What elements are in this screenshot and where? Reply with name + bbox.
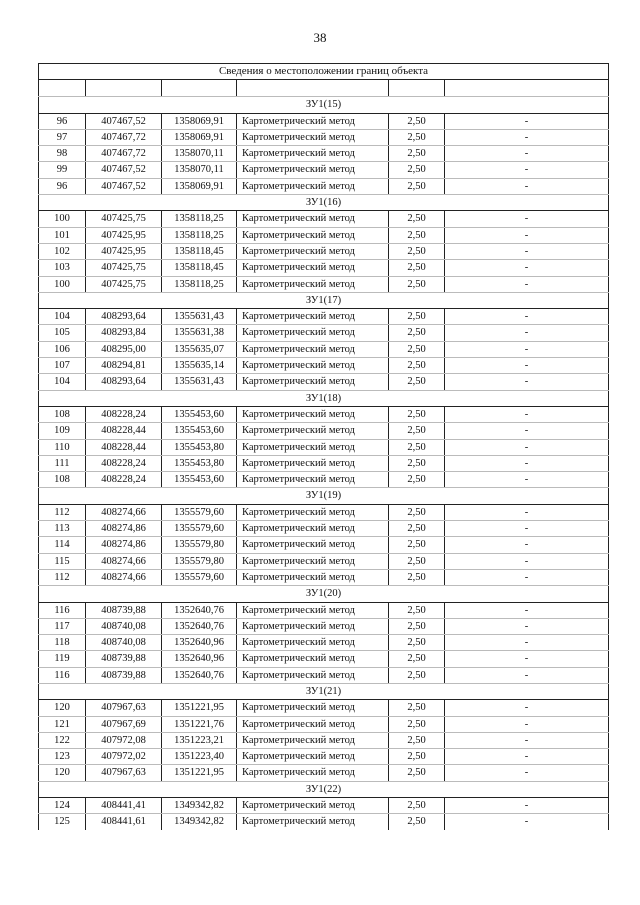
table-row: [39, 455, 609, 471]
point-number-cell: 106: [39, 341, 86, 357]
method-cell: Картометрический метод: [237, 309, 389, 325]
method-cell: Картометрический метод: [237, 439, 389, 455]
x-coordinate-cell: 407425,95: [86, 243, 162, 259]
method-cell: Картометрический метод: [237, 765, 389, 781]
description-cell: -: [445, 439, 609, 455]
parcel-group-row: [39, 586, 609, 602]
parcel-group-row: [39, 781, 609, 797]
method-cell: Картометрический метод: [237, 129, 389, 145]
point-number-cell: 124: [39, 798, 86, 814]
point-number-cell: 104: [39, 374, 86, 390]
accuracy-cell: 2,50: [389, 814, 445, 830]
y-coordinate-cell: 1355631,43: [162, 374, 237, 390]
point-number-cell: 110: [39, 439, 86, 455]
accuracy-cell: 2,50: [389, 162, 445, 178]
x-coordinate-cell: 407425,95: [86, 227, 162, 243]
x-coordinate-cell: 408228,24: [86, 472, 162, 488]
accuracy-cell: 2,50: [389, 472, 445, 488]
table-row: [39, 521, 609, 537]
y-coordinate-cell: 1355453,80: [162, 439, 237, 455]
description-cell: -: [445, 406, 609, 422]
y-coordinate-cell: 1358070,11: [162, 146, 237, 162]
description-cell: -: [445, 146, 609, 162]
accuracy-cell: 2,50: [389, 455, 445, 471]
parcel-group-row: [39, 292, 609, 308]
method-cell: Картометрический метод: [237, 260, 389, 276]
parcel-group-row: [39, 97, 609, 113]
point-number-cell: 116: [39, 602, 86, 618]
method-cell: Картометрический метод: [237, 814, 389, 830]
accuracy-cell: 2,50: [389, 537, 445, 553]
table-row: [39, 276, 609, 292]
table-row: [39, 700, 609, 716]
point-number-cell: 107: [39, 358, 86, 374]
description-cell: -: [445, 178, 609, 194]
y-coordinate-cell: 1355579,80: [162, 537, 237, 553]
description-cell: -: [445, 374, 609, 390]
point-number-cell: 104: [39, 309, 86, 325]
point-number-cell: 96: [39, 113, 86, 129]
y-coordinate-cell: 1358118,45: [162, 260, 237, 276]
accuracy-cell: 2,50: [389, 749, 445, 765]
description-cell: -: [445, 602, 609, 618]
x-coordinate-cell: 407967,63: [86, 765, 162, 781]
accuracy-cell: 2,50: [389, 406, 445, 422]
x-coordinate-cell: 408293,84: [86, 325, 162, 341]
method-cell: Картометрический метод: [237, 276, 389, 292]
point-number-cell: 117: [39, 618, 86, 634]
y-coordinate-cell: 1355453,60: [162, 423, 237, 439]
x-coordinate-cell: 407972,08: [86, 732, 162, 748]
parcel-group-label: ЗУ1(20): [39, 586, 609, 602]
x-coordinate-cell: 408274,66: [86, 569, 162, 585]
parcel-group-label: ЗУ1(18): [39, 390, 609, 406]
table-row: [39, 113, 609, 129]
table-row: [39, 749, 609, 765]
x-coordinate-cell: 408739,88: [86, 667, 162, 683]
y-coordinate-cell: 1351221,76: [162, 716, 237, 732]
y-coordinate-cell: 1358118,25: [162, 211, 237, 227]
y-coordinate-cell: 1352640,76: [162, 618, 237, 634]
table-row: [39, 814, 609, 830]
header-cell: [39, 80, 86, 97]
point-number-cell: 112: [39, 504, 86, 520]
point-number-cell: 118: [39, 635, 86, 651]
point-number-cell: 113: [39, 521, 86, 537]
point-number-cell: 120: [39, 700, 86, 716]
x-coordinate-cell: 407967,69: [86, 716, 162, 732]
point-number-cell: 115: [39, 553, 86, 569]
description-cell: -: [445, 732, 609, 748]
point-number-cell: 123: [39, 749, 86, 765]
description-cell: -: [445, 260, 609, 276]
method-cell: Картометрический метод: [237, 374, 389, 390]
table-row: [39, 569, 609, 585]
point-number-cell: 101: [39, 227, 86, 243]
accuracy-cell: 2,50: [389, 504, 445, 520]
method-cell: Картометрический метод: [237, 521, 389, 537]
accuracy-cell: 2,50: [389, 178, 445, 194]
x-coordinate-cell: 407425,75: [86, 260, 162, 276]
method-cell: Картометрический метод: [237, 113, 389, 129]
x-coordinate-cell: 408441,41: [86, 798, 162, 814]
method-cell: Картометрический метод: [237, 406, 389, 422]
x-coordinate-cell: 407467,72: [86, 146, 162, 162]
method-cell: Картометрический метод: [237, 243, 389, 259]
table-row: [39, 374, 609, 390]
method-cell: Картометрический метод: [237, 455, 389, 471]
parcel-group-row: [39, 390, 609, 406]
x-coordinate-cell: 407972,02: [86, 749, 162, 765]
method-cell: Картометрический метод: [237, 325, 389, 341]
description-cell: -: [445, 243, 609, 259]
x-coordinate-cell: 407467,52: [86, 162, 162, 178]
x-coordinate-cell: 408294,81: [86, 358, 162, 374]
boundary-coordinates-table: [38, 63, 609, 830]
table-row: [39, 798, 609, 814]
table-header-blank-row: [39, 80, 609, 97]
x-coordinate-cell: 408274,66: [86, 553, 162, 569]
y-coordinate-cell: 1355631,43: [162, 309, 237, 325]
accuracy-cell: 2,50: [389, 618, 445, 634]
accuracy-cell: 2,50: [389, 358, 445, 374]
table-row: [39, 553, 609, 569]
y-coordinate-cell: 1355453,60: [162, 406, 237, 422]
y-coordinate-cell: 1352640,76: [162, 602, 237, 618]
description-cell: -: [445, 521, 609, 537]
point-number-cell: 96: [39, 178, 86, 194]
point-number-cell: 112: [39, 569, 86, 585]
y-coordinate-cell: 1358069,91: [162, 178, 237, 194]
accuracy-cell: 2,50: [389, 243, 445, 259]
table-row: [39, 341, 609, 357]
parcel-group-label: ЗУ1(22): [39, 781, 609, 797]
description-cell: -: [445, 651, 609, 667]
accuracy-cell: 2,50: [389, 113, 445, 129]
header-cell: [237, 80, 389, 97]
method-cell: Картометрический метод: [237, 635, 389, 651]
method-cell: Картометрический метод: [237, 227, 389, 243]
accuracy-cell: 2,50: [389, 325, 445, 341]
x-coordinate-cell: 408228,24: [86, 406, 162, 422]
table-row: [39, 227, 609, 243]
table-title: Сведения о местоположении границ объекта: [39, 64, 609, 80]
x-coordinate-cell: 408274,86: [86, 537, 162, 553]
x-coordinate-cell: 408274,86: [86, 521, 162, 537]
y-coordinate-cell: 1358118,25: [162, 276, 237, 292]
description-cell: -: [445, 276, 609, 292]
table-row: [39, 211, 609, 227]
x-coordinate-cell: 408293,64: [86, 309, 162, 325]
table-row: [39, 358, 609, 374]
y-coordinate-cell: 1355453,60: [162, 472, 237, 488]
point-number-cell: 109: [39, 423, 86, 439]
x-coordinate-cell: 408740,08: [86, 635, 162, 651]
method-cell: Картометрический метод: [237, 553, 389, 569]
table-row: [39, 602, 609, 618]
table-row: [39, 635, 609, 651]
table-row: [39, 243, 609, 259]
page-number: 38: [313, 30, 327, 45]
table-row: [39, 423, 609, 439]
y-coordinate-cell: 1358069,91: [162, 129, 237, 145]
y-coordinate-cell: 1355453,80: [162, 455, 237, 471]
x-coordinate-cell: 408228,24: [86, 455, 162, 471]
accuracy-cell: 2,50: [389, 129, 445, 145]
table-row: [39, 618, 609, 634]
accuracy-cell: 2,50: [389, 765, 445, 781]
y-coordinate-cell: 1352640,96: [162, 651, 237, 667]
accuracy-cell: 2,50: [389, 635, 445, 651]
point-number-cell: 116: [39, 667, 86, 683]
point-number-cell: 103: [39, 260, 86, 276]
table-row: [39, 406, 609, 422]
description-cell: -: [445, 472, 609, 488]
method-cell: Картометрический метод: [237, 358, 389, 374]
y-coordinate-cell: 1355579,60: [162, 569, 237, 585]
description-cell: -: [445, 635, 609, 651]
table-row: [39, 667, 609, 683]
table-row: [39, 439, 609, 455]
method-cell: Картометрический метод: [237, 504, 389, 520]
table-body: [39, 64, 609, 830]
point-number-cell: 108: [39, 472, 86, 488]
point-number-cell: 105: [39, 325, 86, 341]
description-cell: -: [445, 716, 609, 732]
x-coordinate-cell: 407967,63: [86, 700, 162, 716]
table-row: [39, 129, 609, 145]
y-coordinate-cell: 1355631,38: [162, 325, 237, 341]
description-cell: -: [445, 162, 609, 178]
accuracy-cell: 2,50: [389, 309, 445, 325]
description-cell: -: [445, 341, 609, 357]
description-cell: -: [445, 798, 609, 814]
parcel-group-row: [39, 195, 609, 211]
accuracy-cell: 2,50: [389, 423, 445, 439]
table-row: [39, 651, 609, 667]
accuracy-cell: 2,50: [389, 700, 445, 716]
point-number-cell: 100: [39, 276, 86, 292]
parcel-group-label: ЗУ1(17): [39, 292, 609, 308]
table-row: [39, 716, 609, 732]
description-cell: -: [445, 765, 609, 781]
accuracy-cell: 2,50: [389, 798, 445, 814]
x-coordinate-cell: 408740,08: [86, 618, 162, 634]
method-cell: Картометрический метод: [237, 162, 389, 178]
table-row: [39, 260, 609, 276]
accuracy-cell: 2,50: [389, 439, 445, 455]
parcel-group-row: [39, 683, 609, 699]
accuracy-cell: 2,50: [389, 260, 445, 276]
x-coordinate-cell: 408739,88: [86, 651, 162, 667]
description-cell: -: [445, 423, 609, 439]
description-cell: -: [445, 749, 609, 765]
method-cell: Картометрический метод: [237, 667, 389, 683]
accuracy-cell: 2,50: [389, 732, 445, 748]
y-coordinate-cell: 1349342,82: [162, 798, 237, 814]
y-coordinate-cell: 1349342,82: [162, 814, 237, 830]
point-number-cell: 114: [39, 537, 86, 553]
point-number-cell: 120: [39, 765, 86, 781]
y-coordinate-cell: 1358069,91: [162, 113, 237, 129]
table-row: [39, 472, 609, 488]
method-cell: Картометрический метод: [237, 341, 389, 357]
point-number-cell: 100: [39, 211, 86, 227]
accuracy-cell: 2,50: [389, 341, 445, 357]
x-coordinate-cell: 408293,64: [86, 374, 162, 390]
table-row: [39, 765, 609, 781]
method-cell: Картометрический метод: [237, 716, 389, 732]
description-cell: -: [445, 227, 609, 243]
accuracy-cell: 2,50: [389, 227, 445, 243]
y-coordinate-cell: 1351223,40: [162, 749, 237, 765]
table-row: [39, 146, 609, 162]
table-row: [39, 178, 609, 194]
x-coordinate-cell: 408441,61: [86, 814, 162, 830]
y-coordinate-cell: 1355579,80: [162, 553, 237, 569]
description-cell: -: [445, 667, 609, 683]
point-number-cell: 99: [39, 162, 86, 178]
description-cell: -: [445, 309, 609, 325]
point-number-cell: 125: [39, 814, 86, 830]
y-coordinate-cell: 1351223,21: [162, 732, 237, 748]
method-cell: Картометрический метод: [237, 618, 389, 634]
description-cell: -: [445, 211, 609, 227]
accuracy-cell: 2,50: [389, 211, 445, 227]
accuracy-cell: 2,50: [389, 667, 445, 683]
method-cell: Картометрический метод: [237, 798, 389, 814]
description-cell: -: [445, 537, 609, 553]
description-cell: -: [445, 618, 609, 634]
y-coordinate-cell: 1351221,95: [162, 700, 237, 716]
table-row: [39, 162, 609, 178]
method-cell: Картометрический метод: [237, 472, 389, 488]
y-coordinate-cell: 1355579,60: [162, 521, 237, 537]
table-row: [39, 504, 609, 520]
x-coordinate-cell: 407425,75: [86, 211, 162, 227]
parcel-group-label: ЗУ1(16): [39, 195, 609, 211]
method-cell: Картометрический метод: [237, 732, 389, 748]
point-number-cell: 119: [39, 651, 86, 667]
x-coordinate-cell: 408739,88: [86, 602, 162, 618]
method-cell: Картометрический метод: [237, 211, 389, 227]
parcel-group-label: ЗУ1(15): [39, 97, 609, 113]
x-coordinate-cell: 408295,00: [86, 341, 162, 357]
y-coordinate-cell: 1358118,45: [162, 243, 237, 259]
accuracy-cell: 2,50: [389, 602, 445, 618]
x-coordinate-cell: 407467,52: [86, 178, 162, 194]
description-cell: -: [445, 358, 609, 374]
header-cell: [389, 80, 445, 97]
method-cell: Картометрический метод: [237, 651, 389, 667]
header-cell: [86, 80, 162, 97]
y-coordinate-cell: 1358070,11: [162, 162, 237, 178]
y-coordinate-cell: 1352640,76: [162, 667, 237, 683]
x-coordinate-cell: 408228,44: [86, 439, 162, 455]
table-row: [39, 309, 609, 325]
x-coordinate-cell: 407425,75: [86, 276, 162, 292]
description-cell: -: [445, 504, 609, 520]
parcel-group-label: ЗУ1(21): [39, 683, 609, 699]
accuracy-cell: 2,50: [389, 146, 445, 162]
header-cell: [445, 80, 609, 97]
y-coordinate-cell: 1351221,95: [162, 765, 237, 781]
y-coordinate-cell: 1355635,07: [162, 341, 237, 357]
accuracy-cell: 2,50: [389, 276, 445, 292]
table-row: [39, 732, 609, 748]
description-cell: -: [445, 569, 609, 585]
accuracy-cell: 2,50: [389, 651, 445, 667]
y-coordinate-cell: 1355635,14: [162, 358, 237, 374]
method-cell: Картометрический метод: [237, 537, 389, 553]
table-row: [39, 537, 609, 553]
table-row: [39, 325, 609, 341]
description-cell: -: [445, 553, 609, 569]
point-number-cell: 121: [39, 716, 86, 732]
table-title-row: [39, 64, 609, 80]
x-coordinate-cell: 407467,52: [86, 113, 162, 129]
method-cell: Картометрический метод: [237, 569, 389, 585]
description-cell: -: [445, 455, 609, 471]
point-number-cell: 108: [39, 406, 86, 422]
y-coordinate-cell: 1358118,25: [162, 227, 237, 243]
description-cell: -: [445, 325, 609, 341]
point-number-cell: 102: [39, 243, 86, 259]
method-cell: Картометрический метод: [237, 602, 389, 618]
method-cell: Картометрический метод: [237, 749, 389, 765]
accuracy-cell: 2,50: [389, 553, 445, 569]
accuracy-cell: 2,50: [389, 521, 445, 537]
point-number-cell: 111: [39, 455, 86, 471]
x-coordinate-cell: 407467,72: [86, 129, 162, 145]
point-number-cell: 98: [39, 146, 86, 162]
method-cell: Картометрический метод: [237, 178, 389, 194]
description-cell: -: [445, 700, 609, 716]
x-coordinate-cell: 408228,44: [86, 423, 162, 439]
method-cell: Картометрический метод: [237, 423, 389, 439]
description-cell: -: [445, 113, 609, 129]
point-number-cell: 97: [39, 129, 86, 145]
description-cell: -: [445, 129, 609, 145]
description-cell: -: [445, 814, 609, 830]
parcel-group-row: [39, 488, 609, 504]
method-cell: Картометрический метод: [237, 700, 389, 716]
parcel-group-label: ЗУ1(19): [39, 488, 609, 504]
y-coordinate-cell: 1352640,96: [162, 635, 237, 651]
accuracy-cell: 2,50: [389, 569, 445, 585]
accuracy-cell: 2,50: [389, 716, 445, 732]
y-coordinate-cell: 1355579,60: [162, 504, 237, 520]
x-coordinate-cell: 408274,66: [86, 504, 162, 520]
header-cell: [162, 80, 237, 97]
accuracy-cell: 2,50: [389, 374, 445, 390]
method-cell: Картометрический метод: [237, 146, 389, 162]
point-number-cell: 122: [39, 732, 86, 748]
